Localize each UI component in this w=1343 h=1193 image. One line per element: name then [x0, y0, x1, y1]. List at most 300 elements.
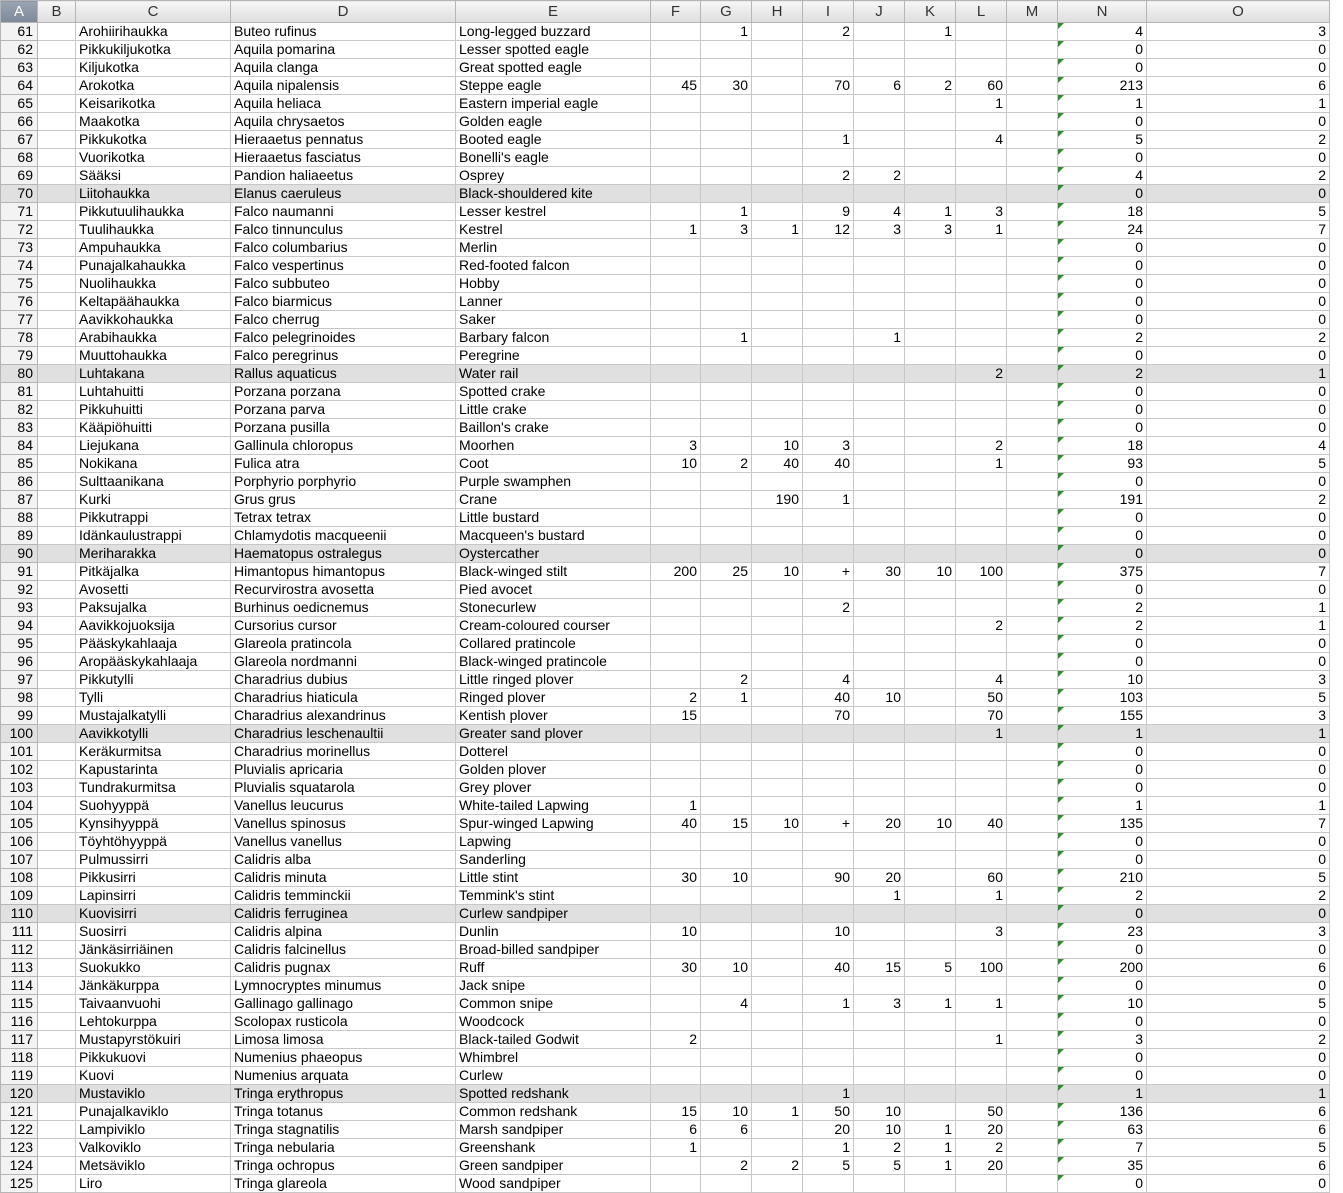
row-number[interactable]: 80 — [1, 365, 38, 383]
cell-h[interactable] — [752, 959, 803, 977]
cell-m[interactable] — [1007, 113, 1058, 131]
cell-g[interactable]: 4 — [701, 995, 752, 1013]
cell-i[interactable]: 1 — [803, 995, 854, 1013]
cell-i[interactable]: 2 — [803, 599, 854, 617]
cell-m[interactable] — [1007, 149, 1058, 167]
cell-j[interactable] — [854, 1067, 905, 1085]
cell-f[interactable] — [651, 1175, 701, 1193]
cell-f[interactable]: 2 — [651, 689, 701, 707]
cell-m[interactable] — [1007, 203, 1058, 221]
cell-c[interactable]: Kuovi — [76, 1067, 231, 1085]
cell-f[interactable]: 1 — [651, 221, 701, 239]
cell-o[interactable]: 0 — [1147, 581, 1330, 599]
cell-i[interactable] — [803, 185, 854, 203]
cell-l[interactable] — [956, 581, 1007, 599]
cell-e[interactable]: Little bustard — [456, 509, 651, 527]
cell-k[interactable] — [905, 725, 956, 743]
cell-h[interactable] — [752, 1121, 803, 1139]
cell-n[interactable]: 2 — [1058, 617, 1147, 635]
cell-m[interactable] — [1007, 293, 1058, 311]
row-number[interactable]: 118 — [1, 1049, 38, 1067]
cell-n[interactable]: 0 — [1058, 59, 1147, 77]
cell-l[interactable]: 4 — [956, 131, 1007, 149]
cell-n[interactable]: 3 — [1058, 1031, 1147, 1049]
cell-g[interactable] — [701, 743, 752, 761]
column-header-a[interactable]: A — [1, 1, 38, 23]
cell-m[interactable] — [1007, 77, 1058, 95]
cell-g[interactable]: 1 — [701, 203, 752, 221]
cell-c[interactable]: Nokikana — [76, 455, 231, 473]
cell-d[interactable]: Tringa totanus — [231, 1103, 456, 1121]
column-header-d[interactable]: D — [231, 1, 456, 23]
row-number[interactable]: 110 — [1, 905, 38, 923]
cell-f[interactable] — [651, 329, 701, 347]
cell-o[interactable]: 0 — [1147, 473, 1330, 491]
cell-f[interactable] — [651, 761, 701, 779]
cell-i[interactable]: 4 — [803, 671, 854, 689]
cell-l[interactable] — [956, 833, 1007, 851]
cell-i[interactable] — [803, 833, 854, 851]
row-number[interactable]: 74 — [1, 257, 38, 275]
cell-f[interactable] — [651, 509, 701, 527]
cell-g[interactable] — [701, 1175, 752, 1193]
cell-l[interactable] — [956, 149, 1007, 167]
cell-e[interactable]: Oystercather — [456, 545, 651, 563]
cell-j[interactable] — [854, 239, 905, 257]
cell-i[interactable] — [803, 419, 854, 437]
cell-h[interactable] — [752, 1175, 803, 1193]
cell-o[interactable]: 1 — [1147, 725, 1330, 743]
cell-j[interactable] — [854, 833, 905, 851]
cell-g[interactable] — [701, 509, 752, 527]
cell-b[interactable] — [38, 257, 76, 275]
cell-o[interactable]: 0 — [1147, 941, 1330, 959]
cell-m[interactable] — [1007, 1139, 1058, 1157]
cell-i[interactable]: + — [803, 563, 854, 581]
cell-d[interactable]: Tetrax tetrax — [231, 509, 456, 527]
cell-d[interactable]: Charadrius dubius — [231, 671, 456, 689]
cell-k[interactable] — [905, 743, 956, 761]
cell-h[interactable] — [752, 239, 803, 257]
cell-k[interactable] — [905, 275, 956, 293]
cell-h[interactable] — [752, 941, 803, 959]
cell-h[interactable] — [752, 995, 803, 1013]
cell-m[interactable] — [1007, 743, 1058, 761]
cell-k[interactable] — [905, 869, 956, 887]
cell-k[interactable] — [905, 1031, 956, 1049]
cell-l[interactable]: 3 — [956, 923, 1007, 941]
cell-f[interactable] — [651, 617, 701, 635]
cell-i[interactable] — [803, 1013, 854, 1031]
cell-k[interactable] — [905, 833, 956, 851]
cell-k[interactable] — [905, 1175, 956, 1193]
cell-m[interactable] — [1007, 905, 1058, 923]
cell-j[interactable] — [854, 671, 905, 689]
cell-d[interactable]: Pluvialis apricaria — [231, 761, 456, 779]
cell-h[interactable]: 10 — [752, 437, 803, 455]
cell-c[interactable]: Jänkäsirriäinen — [76, 941, 231, 959]
cell-k[interactable] — [905, 1085, 956, 1103]
cell-n[interactable]: 35 — [1058, 1157, 1147, 1175]
cell-k[interactable] — [905, 401, 956, 419]
cell-b[interactable] — [38, 365, 76, 383]
cell-k[interactable] — [905, 419, 956, 437]
cell-d[interactable]: Falco peregrinus — [231, 347, 456, 365]
cell-n[interactable]: 93 — [1058, 455, 1147, 473]
cell-j[interactable]: 30 — [854, 563, 905, 581]
cell-f[interactable] — [651, 581, 701, 599]
cell-b[interactable] — [38, 113, 76, 131]
cell-f[interactable]: 200 — [651, 563, 701, 581]
cell-c[interactable]: Punajalkaviklo — [76, 1103, 231, 1121]
cell-b[interactable] — [38, 23, 76, 41]
cell-k[interactable] — [905, 923, 956, 941]
cell-d[interactable]: Aquila clanga — [231, 59, 456, 77]
cell-i[interactable] — [803, 473, 854, 491]
cell-b[interactable] — [38, 653, 76, 671]
cell-d[interactable]: Hieraaetus fasciatus — [231, 149, 456, 167]
cell-c[interactable]: Liejukana — [76, 437, 231, 455]
cell-o[interactable]: 7 — [1147, 815, 1330, 833]
cell-j[interactable] — [854, 1049, 905, 1067]
cell-j[interactable] — [854, 95, 905, 113]
cell-e[interactable]: Wood sandpiper — [456, 1175, 651, 1193]
cell-g[interactable] — [701, 905, 752, 923]
cell-g[interactable] — [701, 311, 752, 329]
row-number[interactable]: 104 — [1, 797, 38, 815]
cell-e[interactable]: Spotted crake — [456, 383, 651, 401]
cell-f[interactable] — [651, 311, 701, 329]
cell-n[interactable]: 103 — [1058, 689, 1147, 707]
cell-o[interactable]: 0 — [1147, 833, 1330, 851]
cell-m[interactable] — [1007, 761, 1058, 779]
cell-f[interactable] — [651, 887, 701, 905]
cell-g[interactable] — [701, 1031, 752, 1049]
cell-m[interactable] — [1007, 347, 1058, 365]
cell-f[interactable]: 6 — [651, 1121, 701, 1139]
cell-f[interactable] — [651, 653, 701, 671]
cell-d[interactable]: Tringa erythropus — [231, 1085, 456, 1103]
cell-o[interactable]: 0 — [1147, 59, 1330, 77]
cell-b[interactable] — [38, 131, 76, 149]
cell-e[interactable]: Grey plover — [456, 779, 651, 797]
cell-c[interactable]: Sääksi — [76, 167, 231, 185]
cell-j[interactable] — [854, 23, 905, 41]
cell-n[interactable]: 0 — [1058, 401, 1147, 419]
cell-i[interactable] — [803, 617, 854, 635]
cell-i[interactable] — [803, 941, 854, 959]
cell-f[interactable] — [651, 419, 701, 437]
cell-f[interactable]: 15 — [651, 707, 701, 725]
cell-c[interactable]: Pikkuhuitti — [76, 401, 231, 419]
cell-d[interactable]: Falco naumanni — [231, 203, 456, 221]
cell-n[interactable]: 0 — [1058, 527, 1147, 545]
cell-e[interactable]: Long-legged buzzard — [456, 23, 651, 41]
cell-o[interactable]: 6 — [1147, 959, 1330, 977]
cell-b[interactable] — [38, 617, 76, 635]
cell-k[interactable] — [905, 599, 956, 617]
cell-h[interactable] — [752, 473, 803, 491]
cell-e[interactable]: Baillon's crake — [456, 419, 651, 437]
cell-k[interactable] — [905, 851, 956, 869]
cell-m[interactable] — [1007, 491, 1058, 509]
row-number[interactable]: 76 — [1, 293, 38, 311]
row-number[interactable]: 124 — [1, 1157, 38, 1175]
cell-l[interactable] — [956, 509, 1007, 527]
cell-e[interactable]: Golden eagle — [456, 113, 651, 131]
cell-f[interactable] — [651, 95, 701, 113]
cell-h[interactable] — [752, 617, 803, 635]
cell-o[interactable]: 0 — [1147, 275, 1330, 293]
cell-g[interactable] — [701, 131, 752, 149]
cell-k[interactable]: 1 — [905, 1139, 956, 1157]
column-header-m[interactable]: M — [1007, 1, 1058, 23]
cell-d[interactable]: Vanellus spinosus — [231, 815, 456, 833]
cell-f[interactable] — [651, 149, 701, 167]
cell-c[interactable]: Pikkutuulihaukka — [76, 203, 231, 221]
cell-j[interactable] — [854, 455, 905, 473]
cell-f[interactable]: 1 — [651, 1139, 701, 1157]
cell-n[interactable]: 0 — [1058, 941, 1147, 959]
cell-i[interactable] — [803, 383, 854, 401]
cell-m[interactable] — [1007, 1157, 1058, 1175]
cell-b[interactable] — [38, 401, 76, 419]
cell-b[interactable] — [38, 581, 76, 599]
cell-f[interactable] — [651, 941, 701, 959]
cell-d[interactable]: Aquila pomarina — [231, 41, 456, 59]
cell-c[interactable]: Keltapäähaukka — [76, 293, 231, 311]
cell-l[interactable] — [956, 383, 1007, 401]
cell-f[interactable] — [651, 599, 701, 617]
cell-n[interactable]: 1 — [1058, 95, 1147, 113]
cell-b[interactable] — [38, 689, 76, 707]
cell-i[interactable] — [803, 41, 854, 59]
cell-j[interactable] — [854, 707, 905, 725]
column-header-e[interactable]: E — [456, 1, 651, 23]
row-number[interactable]: 111 — [1, 923, 38, 941]
cell-n[interactable]: 4 — [1058, 23, 1147, 41]
cell-e[interactable]: Common redshank — [456, 1103, 651, 1121]
cell-j[interactable]: 6 — [854, 77, 905, 95]
cell-g[interactable]: 30 — [701, 77, 752, 95]
cell-g[interactable] — [701, 59, 752, 77]
row-number[interactable]: 81 — [1, 383, 38, 401]
cell-b[interactable] — [38, 419, 76, 437]
cell-m[interactable] — [1007, 437, 1058, 455]
column-header-k[interactable]: K — [905, 1, 956, 23]
cell-m[interactable] — [1007, 365, 1058, 383]
cell-j[interactable]: 1 — [854, 329, 905, 347]
cell-o[interactable]: 5 — [1147, 869, 1330, 887]
cell-m[interactable] — [1007, 887, 1058, 905]
cell-m[interactable] — [1007, 941, 1058, 959]
cell-k[interactable] — [905, 941, 956, 959]
cell-i[interactable]: 1 — [803, 1139, 854, 1157]
cell-h[interactable] — [752, 851, 803, 869]
cell-f[interactable] — [651, 725, 701, 743]
cell-k[interactable] — [905, 491, 956, 509]
cell-l[interactable]: 4 — [956, 671, 1007, 689]
cell-h[interactable] — [752, 509, 803, 527]
cell-k[interactable] — [905, 761, 956, 779]
cell-b[interactable] — [38, 347, 76, 365]
row-number[interactable]: 93 — [1, 599, 38, 617]
cell-e[interactable]: Black-winged pratincole — [456, 653, 651, 671]
cell-m[interactable] — [1007, 671, 1058, 689]
row-number[interactable]: 61 — [1, 23, 38, 41]
cell-g[interactable] — [701, 617, 752, 635]
cell-d[interactable]: Charadrius hiaticula — [231, 689, 456, 707]
cell-c[interactable]: Liitohaukka — [76, 185, 231, 203]
cell-d[interactable]: Falco pelegrinoides — [231, 329, 456, 347]
cell-d[interactable]: Aquila chrysaetos — [231, 113, 456, 131]
cell-d[interactable]: Himantopus himantopus — [231, 563, 456, 581]
cell-j[interactable] — [854, 41, 905, 59]
row-number[interactable]: 91 — [1, 563, 38, 581]
cell-b[interactable] — [38, 905, 76, 923]
cell-b[interactable] — [38, 959, 76, 977]
cell-n[interactable]: 0 — [1058, 653, 1147, 671]
cell-h[interactable] — [752, 59, 803, 77]
cell-j[interactable]: 20 — [854, 815, 905, 833]
cell-k[interactable] — [905, 437, 956, 455]
cell-d[interactable]: Falco cherrug — [231, 311, 456, 329]
cell-h[interactable]: 40 — [752, 455, 803, 473]
cell-k[interactable] — [905, 95, 956, 113]
cell-f[interactable] — [651, 1085, 701, 1103]
cell-e[interactable]: Spur-winged Lapwing — [456, 815, 651, 833]
cell-j[interactable]: 2 — [854, 1139, 905, 1157]
cell-n[interactable]: 2 — [1058, 329, 1147, 347]
cell-l[interactable] — [956, 113, 1007, 131]
cell-e[interactable]: Hobby — [456, 275, 651, 293]
cell-h[interactable] — [752, 95, 803, 113]
cell-c[interactable]: Kapustarinta — [76, 761, 231, 779]
cell-b[interactable] — [38, 563, 76, 581]
cell-o[interactable]: 0 — [1147, 905, 1330, 923]
cell-o[interactable]: 0 — [1147, 509, 1330, 527]
cell-f[interactable] — [651, 905, 701, 923]
row-number[interactable]: 99 — [1, 707, 38, 725]
cell-l[interactable] — [956, 185, 1007, 203]
cell-i[interactable] — [803, 1031, 854, 1049]
cell-j[interactable] — [854, 1175, 905, 1193]
cell-n[interactable]: 0 — [1058, 347, 1147, 365]
cell-j[interactable]: 4 — [854, 203, 905, 221]
cell-c[interactable]: Jänkäkurppa — [76, 977, 231, 995]
column-header-o[interactable]: O — [1147, 1, 1330, 23]
cell-m[interactable] — [1007, 851, 1058, 869]
cell-h[interactable] — [752, 311, 803, 329]
cell-f[interactable]: 40 — [651, 815, 701, 833]
row-number[interactable]: 96 — [1, 653, 38, 671]
cell-e[interactable]: Little crake — [456, 401, 651, 419]
cell-o[interactable]: 0 — [1147, 149, 1330, 167]
cell-e[interactable]: Peregrine — [456, 347, 651, 365]
row-number[interactable]: 98 — [1, 689, 38, 707]
cell-m[interactable] — [1007, 221, 1058, 239]
cell-l[interactable] — [956, 59, 1007, 77]
cell-n[interactable]: 2 — [1058, 887, 1147, 905]
cell-b[interactable] — [38, 833, 76, 851]
cell-m[interactable] — [1007, 257, 1058, 275]
cell-k[interactable] — [905, 473, 956, 491]
cell-n[interactable]: 24 — [1058, 221, 1147, 239]
cell-l[interactable] — [956, 599, 1007, 617]
cell-d[interactable]: Rallus aquaticus — [231, 365, 456, 383]
cell-n[interactable]: 0 — [1058, 113, 1147, 131]
cell-k[interactable]: 1 — [905, 995, 956, 1013]
cell-o[interactable]: 3 — [1147, 23, 1330, 41]
cell-j[interactable] — [854, 617, 905, 635]
cell-b[interactable] — [38, 203, 76, 221]
cell-i[interactable] — [803, 797, 854, 815]
cell-k[interactable] — [905, 797, 956, 815]
cell-b[interactable] — [38, 1031, 76, 1049]
cell-l[interactable]: 70 — [956, 707, 1007, 725]
column-header-g[interactable]: G — [701, 1, 752, 23]
cell-k[interactable] — [905, 1103, 956, 1121]
cell-o[interactable]: 3 — [1147, 923, 1330, 941]
cell-m[interactable] — [1007, 635, 1058, 653]
cell-l[interactable]: 20 — [956, 1121, 1007, 1139]
cell-l[interactable] — [956, 941, 1007, 959]
cell-m[interactable] — [1007, 707, 1058, 725]
cell-m[interactable] — [1007, 167, 1058, 185]
column-header-c[interactable]: C — [76, 1, 231, 23]
cell-j[interactable] — [854, 923, 905, 941]
cell-e[interactable]: Kentish plover — [456, 707, 651, 725]
cell-d[interactable]: Falco tinnunculus — [231, 221, 456, 239]
cell-o[interactable]: 0 — [1147, 383, 1330, 401]
cell-o[interactable]: 1 — [1147, 599, 1330, 617]
cell-m[interactable] — [1007, 1067, 1058, 1085]
cell-g[interactable]: 10 — [701, 1103, 752, 1121]
cell-h[interactable] — [752, 977, 803, 995]
cell-g[interactable]: 2 — [701, 455, 752, 473]
cell-g[interactable] — [701, 851, 752, 869]
cell-c[interactable]: Tylli — [76, 689, 231, 707]
cell-k[interactable] — [905, 329, 956, 347]
cell-i[interactable] — [803, 887, 854, 905]
cell-n[interactable]: 1 — [1058, 725, 1147, 743]
row-number[interactable]: 103 — [1, 779, 38, 797]
row-number[interactable]: 79 — [1, 347, 38, 365]
cell-o[interactable]: 0 — [1147, 185, 1330, 203]
cell-b[interactable] — [38, 1121, 76, 1139]
row-number[interactable]: 78 — [1, 329, 38, 347]
row-number[interactable]: 70 — [1, 185, 38, 203]
cell-d[interactable]: Gallinula chloropus — [231, 437, 456, 455]
cell-d[interactable]: Numenius phaeopus — [231, 1049, 456, 1067]
cell-o[interactable]: 2 — [1147, 491, 1330, 509]
cell-n[interactable]: 0 — [1058, 635, 1147, 653]
cell-o[interactable]: 0 — [1147, 311, 1330, 329]
cell-e[interactable]: Booted eagle — [456, 131, 651, 149]
column-header-f[interactable]: F — [651, 1, 701, 23]
cell-d[interactable]: Calidris minuta — [231, 869, 456, 887]
cell-g[interactable] — [701, 707, 752, 725]
cell-m[interactable] — [1007, 725, 1058, 743]
cell-g[interactable] — [701, 473, 752, 491]
cell-h[interactable] — [752, 329, 803, 347]
cell-h[interactable] — [752, 1139, 803, 1157]
cell-d[interactable]: Porzana porzana — [231, 383, 456, 401]
cell-o[interactable]: 3 — [1147, 671, 1330, 689]
cell-e[interactable]: Merlin — [456, 239, 651, 257]
cell-m[interactable] — [1007, 185, 1058, 203]
cell-n[interactable]: 0 — [1058, 239, 1147, 257]
